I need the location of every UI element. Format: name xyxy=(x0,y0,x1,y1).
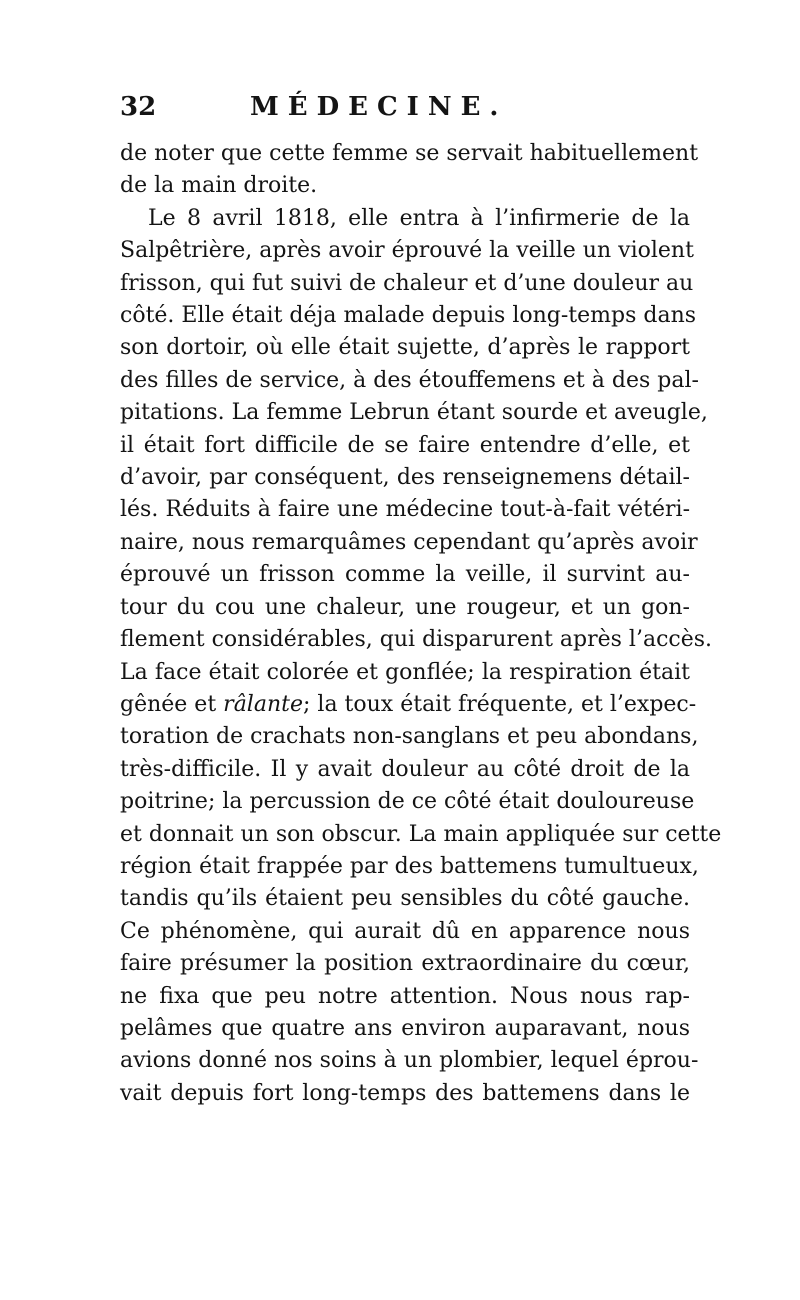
text-line: d’avoir, par conséquent, des renseignemens détail- xyxy=(120,465,690,491)
text-line: toration de crachats non-sanglans et peu abondans, xyxy=(120,724,699,750)
book-page xyxy=(120,92,722,1110)
text-line xyxy=(120,689,697,721)
text-line: il était fort difficile de se faire entendre d’elle, et xyxy=(120,432,690,458)
text-line: tour du cou une chaleur, une rougeur, et un gon- xyxy=(120,594,690,620)
text-segment: gênée et xyxy=(120,691,224,717)
text-line: avions donné nos soins à un plombier, lequel éprou- xyxy=(120,1048,699,1074)
page-number: 32 xyxy=(120,92,157,122)
text-line: région était frappée par des battemens tumultueux, xyxy=(120,853,699,879)
text-line: Le 8 avril 1818, elle entra à l’infirmerie de la xyxy=(148,205,690,231)
running-head xyxy=(120,92,690,138)
text-line: flement considérables, qui disparurent après l’accès. xyxy=(120,627,713,653)
text-line: vait depuis fort long-temps des battemens dans le xyxy=(120,1080,690,1106)
text-line: frisson, qui fut suivi de chaleur et d’une douleur au xyxy=(120,270,694,296)
text-line: Ce phénomène, qui aurait dû en apparence nous xyxy=(120,918,690,944)
running-title: MÉDECINE. xyxy=(250,92,508,122)
text-line: des filles de service, à des étouffemens et à des pal- xyxy=(120,367,699,393)
text-line: tandis qu’ils étaient peu sensibles du côté gauche. xyxy=(120,886,690,912)
text-line: côté. Elle était déja malade depuis long-temps dans xyxy=(120,303,697,329)
text-line: poitrine; la percussion de ce côté était douloureuse xyxy=(120,789,695,815)
text-line: son dortoir, où elle était sujette, d’après le rapport xyxy=(120,335,690,361)
text-line: de noter que cette femme se servait habituellement xyxy=(120,141,699,166)
text-line: pelâmes que quatre ans environ auparavant, nous xyxy=(120,1015,690,1041)
text-line: pitations. La femme Lebrun étant sourde et aveugle, xyxy=(120,400,708,426)
text-line: ne fixa que peu notre attention. Nous nous rap- xyxy=(120,983,690,1009)
body-text xyxy=(120,138,722,1110)
text-line: naire, nous remarquâmes cependant qu’après avoir xyxy=(120,529,698,555)
text-line: et donnait un son obscur. La main appliquée sur cette xyxy=(120,821,722,847)
text-line: faire présumer la position extraordinaire du cœur, xyxy=(120,951,690,977)
text-line: lés. Réduits à faire une médecine tout-à-fait vétéri- xyxy=(120,497,690,523)
italic-word: râlante xyxy=(223,691,303,717)
text-line: éprouvé un frisson comme la veille, il survint au- xyxy=(120,562,690,588)
text-line: Salpêtrière, après avoir éprouvé la veille un violent xyxy=(120,238,694,264)
text-segment: ; la toux était fréquente, et l’expec- xyxy=(303,691,697,717)
text-line: très-difficile. Il y avait douleur au côté droit de la xyxy=(120,756,690,782)
text-line: La face était colorée et gonflée; la respiration était xyxy=(120,659,690,685)
text-line: de la main droite. xyxy=(120,173,318,199)
